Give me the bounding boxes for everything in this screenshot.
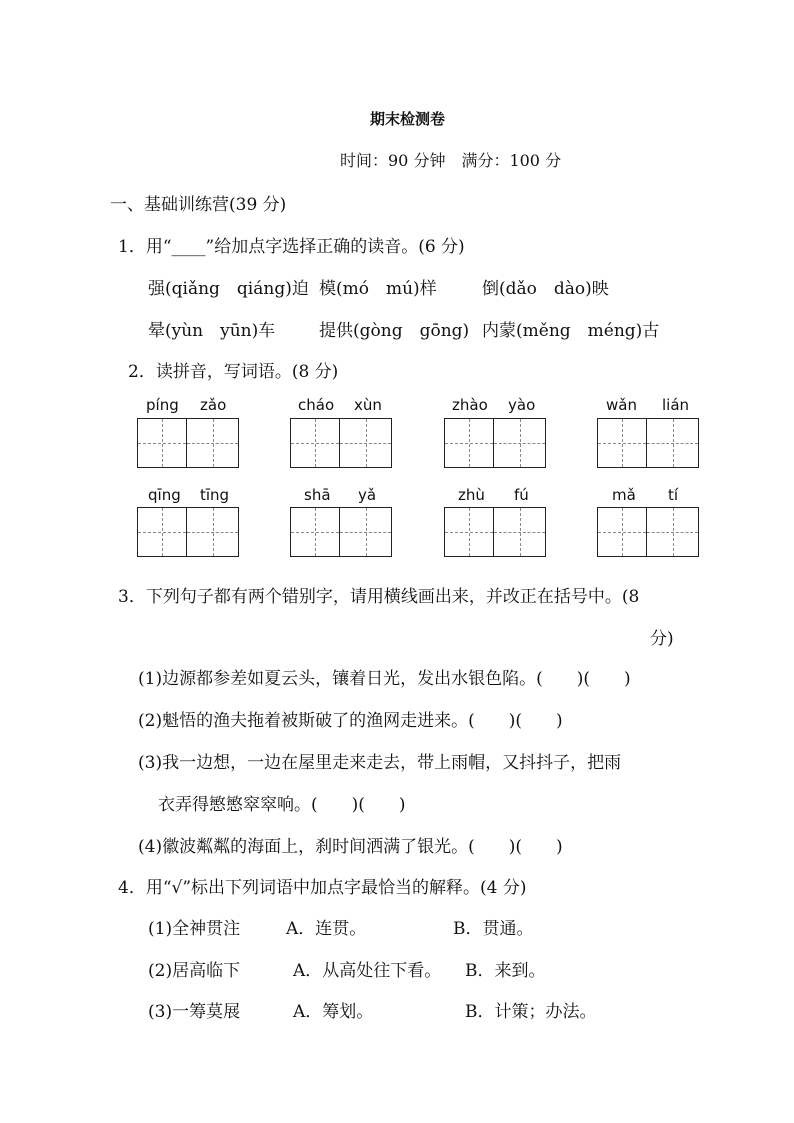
pinyin-label: mǎ	[612, 486, 636, 504]
q4-word: (2)居高临下	[148, 961, 241, 981]
grid-cell[interactable]	[187, 418, 239, 468]
q1-option: 强(qiǎng qiáng)迫	[148, 279, 309, 299]
writing-grid[interactable]	[290, 507, 392, 557]
grid-cell[interactable]	[597, 418, 647, 468]
q1-option: 模(mó mú)样	[319, 279, 437, 299]
q4-option-a[interactable]: A．连贯。	[286, 919, 367, 939]
pinyin-label: zhù	[458, 486, 485, 504]
pinyin-label: tí	[668, 486, 679, 504]
page-title: 期末检测卷	[370, 110, 446, 128]
q4-option-b[interactable]: B．来到。	[465, 961, 546, 981]
q1-option: 内蒙(měng méng)古	[482, 321, 660, 341]
grid-cell[interactable]	[494, 507, 546, 557]
grid-cell[interactable]	[597, 507, 647, 557]
q4-word: (1)全神贯注	[148, 919, 241, 939]
q4-option-a[interactable]: A．筹划。	[293, 1002, 374, 1022]
q4-word: (3)一筹莫展	[148, 1002, 241, 1022]
writing-grid[interactable]	[597, 418, 699, 468]
q4-option-b[interactable]: B．计策；办法。	[465, 1002, 597, 1022]
q3-item: (2)魁悟的渔夫拖着被斯破了的渔网走进来。( )( )	[138, 711, 563, 731]
pinyin-label: zǎo	[200, 396, 227, 414]
pinyin-label: shā	[304, 486, 331, 504]
grid-cell[interactable]	[494, 418, 546, 468]
grid-cell[interactable]	[290, 507, 340, 557]
pinyin-label: fú	[514, 486, 529, 504]
grid-cell[interactable]	[290, 418, 340, 468]
grid-cell[interactable]	[647, 507, 699, 557]
grid-cell[interactable]	[444, 507, 494, 557]
q4-option-b[interactable]: B．贯通。	[453, 919, 534, 939]
pinyin-label: tīng	[200, 486, 230, 504]
pinyin-label: cháo	[298, 396, 335, 414]
q1-option: 倒(dǎo dào)映	[482, 279, 609, 299]
pinyin-label: yào	[508, 396, 536, 414]
q3-item: 衣弄得慜慜窣窣响。( )( )	[158, 795, 406, 815]
writing-grid[interactable]	[137, 507, 239, 557]
q1-stem: 1．用“____”给加点字选择正确的读音。(6 分)	[118, 237, 465, 257]
pinyin-label: yǎ	[358, 486, 377, 504]
grid-cell[interactable]	[647, 418, 699, 468]
pinyin-label: zhào	[452, 396, 488, 414]
q3-stem-continued: 分)	[650, 629, 674, 649]
writing-grid[interactable]	[444, 418, 546, 468]
q1-option: 晕(yùn yūn)车	[148, 321, 276, 341]
writing-grid[interactable]	[290, 418, 392, 468]
q3-stem: 3．下列句子都有两个错别字，请用横线画出来，并改正在括号中。(8	[118, 587, 640, 607]
pinyin-label: qīng	[148, 486, 181, 504]
pinyin-label: píng	[146, 396, 179, 414]
pinyin-label: xùn	[354, 396, 382, 414]
grid-cell[interactable]	[187, 507, 239, 557]
grid-cell[interactable]	[444, 418, 494, 468]
grid-cell[interactable]	[137, 418, 187, 468]
exam-info: 时间：90 分钟 满分：100 分	[340, 151, 562, 170]
q2-stem: 2．读拼音，写词语。(8 分)	[128, 362, 339, 382]
writing-grid[interactable]	[597, 507, 699, 557]
section-heading: 一、基础训练营(39 分)	[110, 195, 287, 215]
grid-cell[interactable]	[137, 507, 187, 557]
q1-option: 提供(gòng gōng)	[319, 321, 470, 341]
q4-option-a[interactable]: A．从高处往下看。	[293, 961, 442, 981]
q3-item: (1)边源都参差如夏云头，镶着日光，发出水银色陷。( )( )	[138, 669, 631, 689]
grid-cell[interactable]	[340, 418, 392, 468]
pinyin-label: lián	[662, 396, 690, 414]
writing-grid[interactable]	[137, 418, 239, 468]
grid-cell[interactable]	[340, 507, 392, 557]
q3-item: (3)我一边想，一边在屋里走来走去，带上雨帽，又抖抖子，把雨	[138, 753, 622, 773]
writing-grid[interactable]	[444, 507, 546, 557]
pinyin-label: wǎn	[606, 396, 637, 414]
q4-stem: 4．用“√”标出下列词语中加点字最恰当的解释。(4 分)	[118, 878, 527, 898]
q3-item: (4)徽波粼粼的海面上，刹时间洒满了银光。( )( )	[138, 837, 563, 857]
